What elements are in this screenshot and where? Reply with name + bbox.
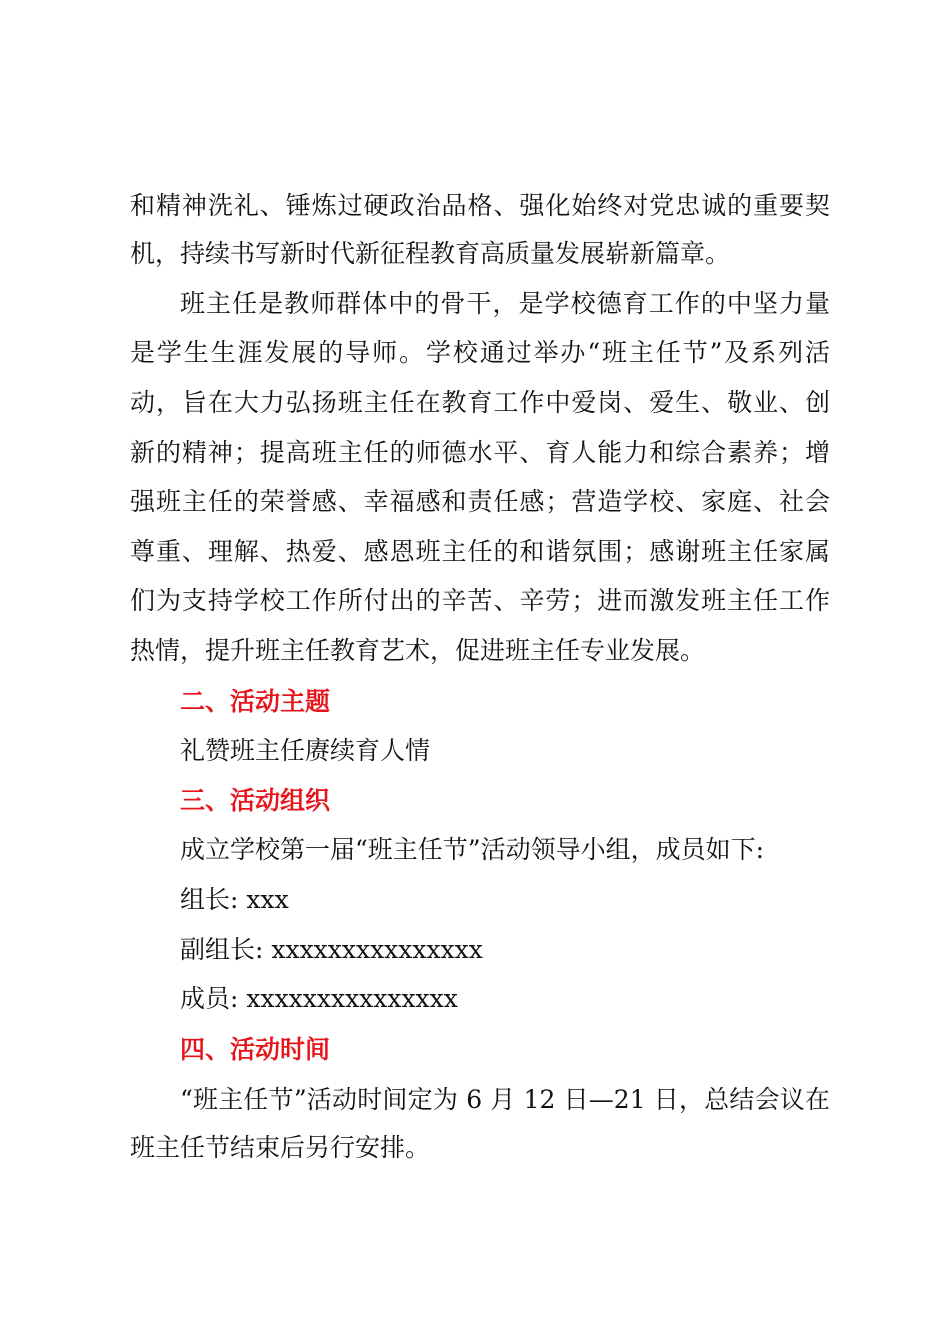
paragraph-line: 机，持续书写新时代新征程教育高质量发展崭新篇章。 [130,239,731,268]
paragraph-line: 和精神洗礼、锤炼过硬政治品格、强化始终对党忠诚的重要契 [130,191,830,220]
paragraph-line: “班主任节”活动时间定为 6 月 12 日—21 日，总结会议在 [180,1085,830,1114]
section-heading-time: 四、活动时间 [180,1035,331,1064]
paragraph-line: 动，旨在大力弘扬班主任在教育工作中爱岗、爱生、敬业、创 [130,388,830,417]
paragraph-line: 班主任是教师群体中的骨干，是学校德育工作的中坚力量 [180,289,830,318]
paragraph-line: 是学生生涯发展的导师。学校通过举办“班主任节”及系列活 [130,338,830,367]
section-heading-organization: 三、活动组织 [180,786,331,815]
deputy-leader-line: 副组长: xxxxxxxxxxxxxxx [180,935,483,964]
organization-intro: 成立学校第一届“班主任节”活动领导小组，成员如下: [180,835,764,864]
paragraph-line: 尊重、理解、热爱、感恩班主任的和谐氛围；感谢班主任家属 [130,537,830,566]
paragraph-line: 班主任节结束后另行安排。 [130,1133,431,1162]
paragraph-line: 新的精神；提高班主任的师德水平、育人能力和综合素养；增 [130,438,830,467]
members-line: 成员: xxxxxxxxxxxxxxx [180,984,458,1013]
paragraph-line: 强班主任的荣誉感、幸福感和责任感；营造学校、家庭、社会 [130,487,830,516]
theme-text: 礼赞班主任赓续育人情 [180,736,431,765]
paragraph-line: 们为支持学校工作所付出的辛苦、辛劳；进而激发班主任工作 [130,586,830,615]
section-heading-theme: 二、活动主题 [180,687,331,716]
paragraph-line: 热情，提升班主任教育艺术，促进班主任专业发展。 [130,636,706,665]
leader-line: 组长: xxx [180,885,289,914]
